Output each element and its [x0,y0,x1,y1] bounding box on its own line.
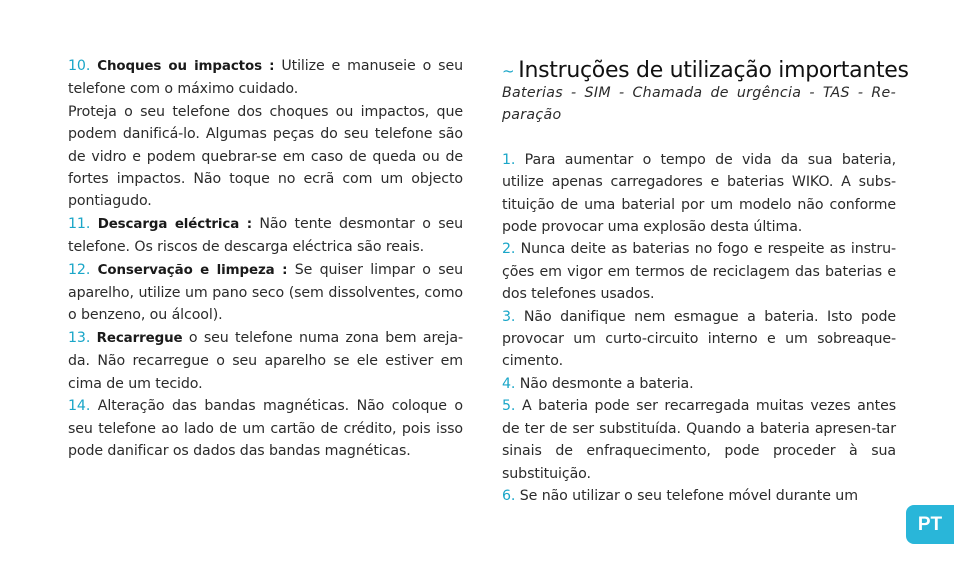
item-text: Utilize e manuseie o seu telefone com o máximo cuidado. [68,58,463,98]
item-5 [502,395,896,485]
item-term: Conservação e limpeza : [97,262,288,278]
item-text: Alteração das bandas magnéticas. Não coloque o seu telefone ao lado de um cartão de crédito, pois isso pode danificar os dados das bandas magnéticas. [68,398,463,459]
item-number: 3. [502,308,516,325]
item-number: 11. [68,215,91,232]
heading-marker: ~ [502,62,515,80]
item-text: Para aumentar o tempo de vida da sua bateria, utilize apenas carregadores e baterias WIKO. A subs-tituição de uma baterial por um modelo não conforme pode provocar uma explosão desta última. [502,151,896,236]
item-13 [68,327,463,395]
item-number: 12. [68,261,91,278]
language-badge: PT [906,505,954,544]
paragraph: Proteja o seu telefone dos choques ou impactos, que podem danificá-lo. Algumas peças do seu telefone são de vidro e podem quebrar-se em caso de queda ou de fortes impactos. Não toque no ecrã com um objecto pontiagudo. [68,103,463,210]
item-6 [502,485,896,507]
item-number: 13. [68,329,91,346]
item-number: 14. [68,398,91,415]
item-number: 5. [502,398,516,415]
section-title-text: Instruções de utilização importantes [518,58,909,83]
item-text: Não tente desmontar o seu telefone. Os riscos de descarga eléctrica são reais. [68,215,464,256]
item-12 [68,259,463,327]
item-14 [68,395,463,462]
item-text: Se não utilizar o seu telefone móvel durante um [515,487,858,504]
item-term: Recarregue [96,330,183,346]
item-number: 6. [502,487,516,504]
item-11 [68,213,463,259]
left-column [68,55,463,462]
item-text: Não danifique nem esmague a bateria. Isto pode provocar um curto-circuito interno e um sobreaque-cimento. [502,308,896,370]
item-4 [502,373,896,395]
item-10 [68,55,463,101]
item-text: Se quiser limpar o seu aparelho, utilize um pano seco (sem dissolventes, como o benzeno, ou álcool). [68,261,464,324]
item-1 [502,149,896,239]
section-subtitle: Baterias - SIM - Chamada de urgência - TAS - Re-paração [502,85,896,124]
item-text: Nunca deite as baterias no fogo e respeite as instru-ções em vigor em termos de reciclagem das baterias e dos telefones usados. [502,241,896,303]
item-number: 1. [502,151,516,168]
spacer [502,127,896,149]
item-text: o seu telefone numa zona bem areja-da. Não recarregue o seu aparelho se ele estiver em cima de um tecido. [68,329,463,392]
item-number: 10. [68,58,91,74]
item-term: Choques ou impactos : [97,59,275,74]
item-number: 4. [502,375,516,392]
item-number: 2. [502,241,516,258]
item-2 [502,238,896,305]
right-column [502,56,909,507]
item-3 [502,306,896,373]
item-text: A bateria pode ser recarregada muitas vezes antes de ter de ser substituída. Quando a bateria apresen-tar sinais de enfraquecimento, pode proceder à sua substituição. [502,398,896,482]
item-term: Descarga eléctrica : [97,216,252,232]
item-text: Não desmonte a bateria. [515,375,694,392]
